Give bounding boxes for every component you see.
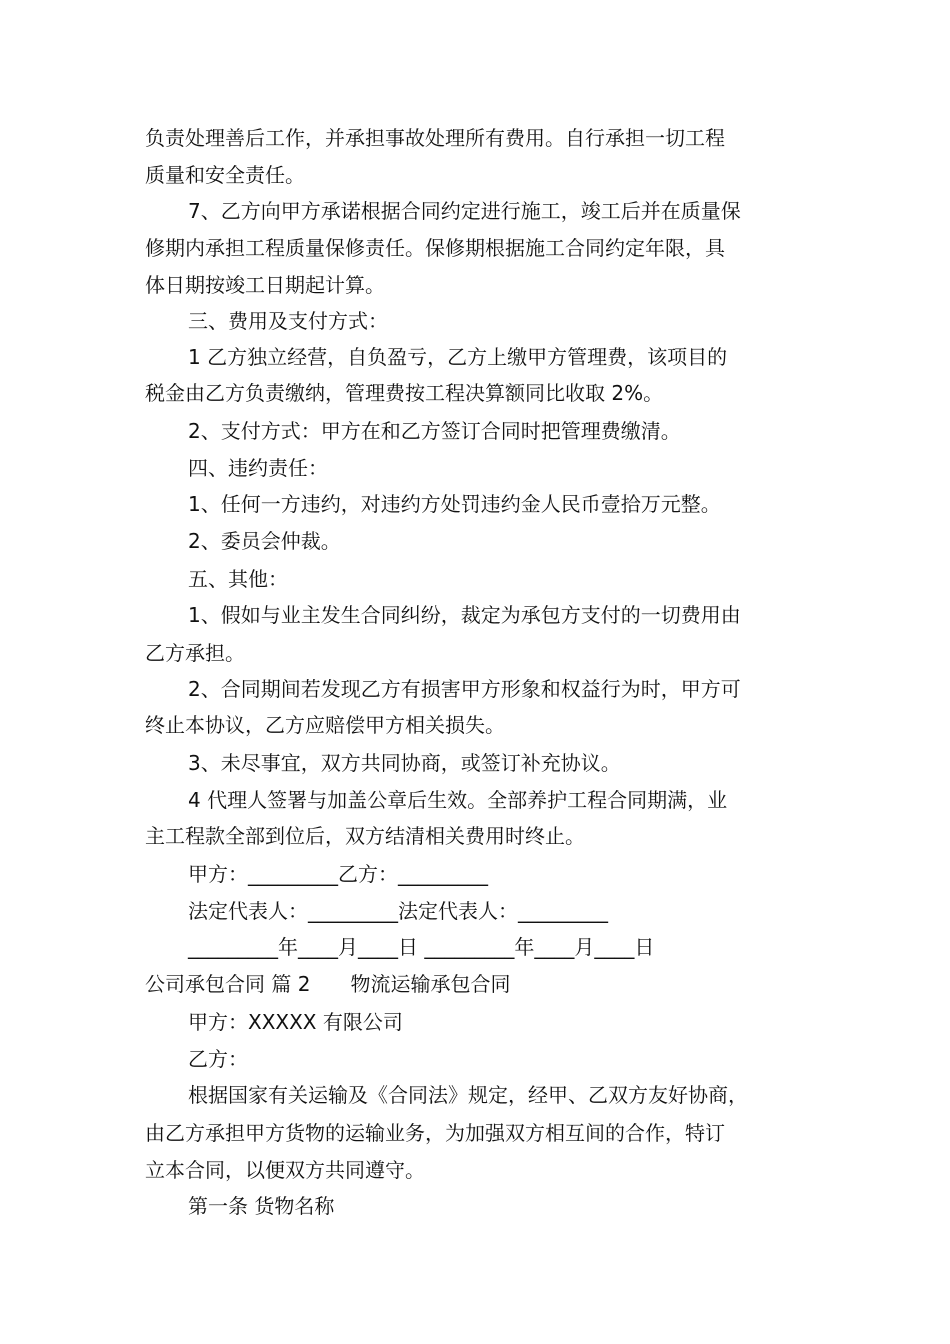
text-line: 甲方：XXXXX 有限公司 xyxy=(188,1010,403,1034)
text-line: 终止本协议，乙方应赔偿甲方相关损失。 xyxy=(145,713,505,737)
text-line: 体日期按竣工日期起计算。 xyxy=(145,273,385,297)
text-line: 乙方： xyxy=(188,1047,248,1071)
text-line: 乙方承担。 xyxy=(145,641,245,665)
text-line: 税金由乙方负责缴纳，管理费按工程决算额同比收取 2%。 xyxy=(145,381,664,405)
text-line: 修期内承担工程质量保修责任。保修期根据施工合同约定年限，具 xyxy=(145,236,725,260)
text-line: 2、支付方式：甲方在和乙方签订合同时把管理费缴清。 xyxy=(188,419,681,443)
text-line: 3、未尽事宜，双方共同协商，或签订补充协议。 xyxy=(188,751,621,775)
article-heading: 第一条 货物名称 xyxy=(188,1194,335,1218)
text-line: 1、假如与业主发生合同纠纷，裁定为承包方支付的一切费用由 xyxy=(188,603,741,627)
text-line: 由乙方承担甲方货物的运输业务，为加强双方相互间的合作，特订 xyxy=(145,1121,725,1145)
signature-date-line: _________年____月____日 _________年____月____日 xyxy=(188,935,655,959)
text-line: 质量和安全责任。 xyxy=(145,163,305,187)
signature-representative-line: 法定代表人：_________法定代表人：_________ xyxy=(188,899,608,923)
text-line: 立本合同，以便双方共同遵守。 xyxy=(145,1158,425,1182)
section-heading: 三、费用及支付方式： xyxy=(188,309,388,333)
section-heading: 四、违约责任： xyxy=(188,456,328,480)
section-heading: 五、其他： xyxy=(188,567,288,591)
text-line: 2、委员会仲裁。 xyxy=(188,529,341,553)
text-line: 1、任何一方违约，对违约方处罚违约金人民币壹拾万元整。 xyxy=(188,492,721,516)
text-line: 主工程款全部到位后，双方结清相关费用时终止。 xyxy=(145,824,585,848)
contract-title: 公司承包合同 篇 2 物流运输承包合同 xyxy=(145,972,511,996)
signature-party-line: 甲方：_________乙方：_________ xyxy=(188,862,488,886)
text-line: 7、乙方向甲方承诺根据合同约定进行施工，竣工后并在质量保 xyxy=(188,199,741,223)
text-line: 4 代理人签署与加盖公章后生效。全部养护工程合同期满，业 xyxy=(188,788,728,812)
text-line: 负责处理善后工作，并承担事故处理所有费用。自行承担一切工程 xyxy=(145,126,725,150)
text-line: 2、合同期间若发现乙方有损害甲方形象和权益行为时，甲方可 xyxy=(188,677,741,701)
text-line: 根据国家有关运输及《合同法》规定，经甲、乙双方友好协商， xyxy=(188,1083,748,1107)
text-line: 1 乙方独立经营，自负盈亏，乙方上缴甲方管理费，该项目的 xyxy=(188,345,728,369)
